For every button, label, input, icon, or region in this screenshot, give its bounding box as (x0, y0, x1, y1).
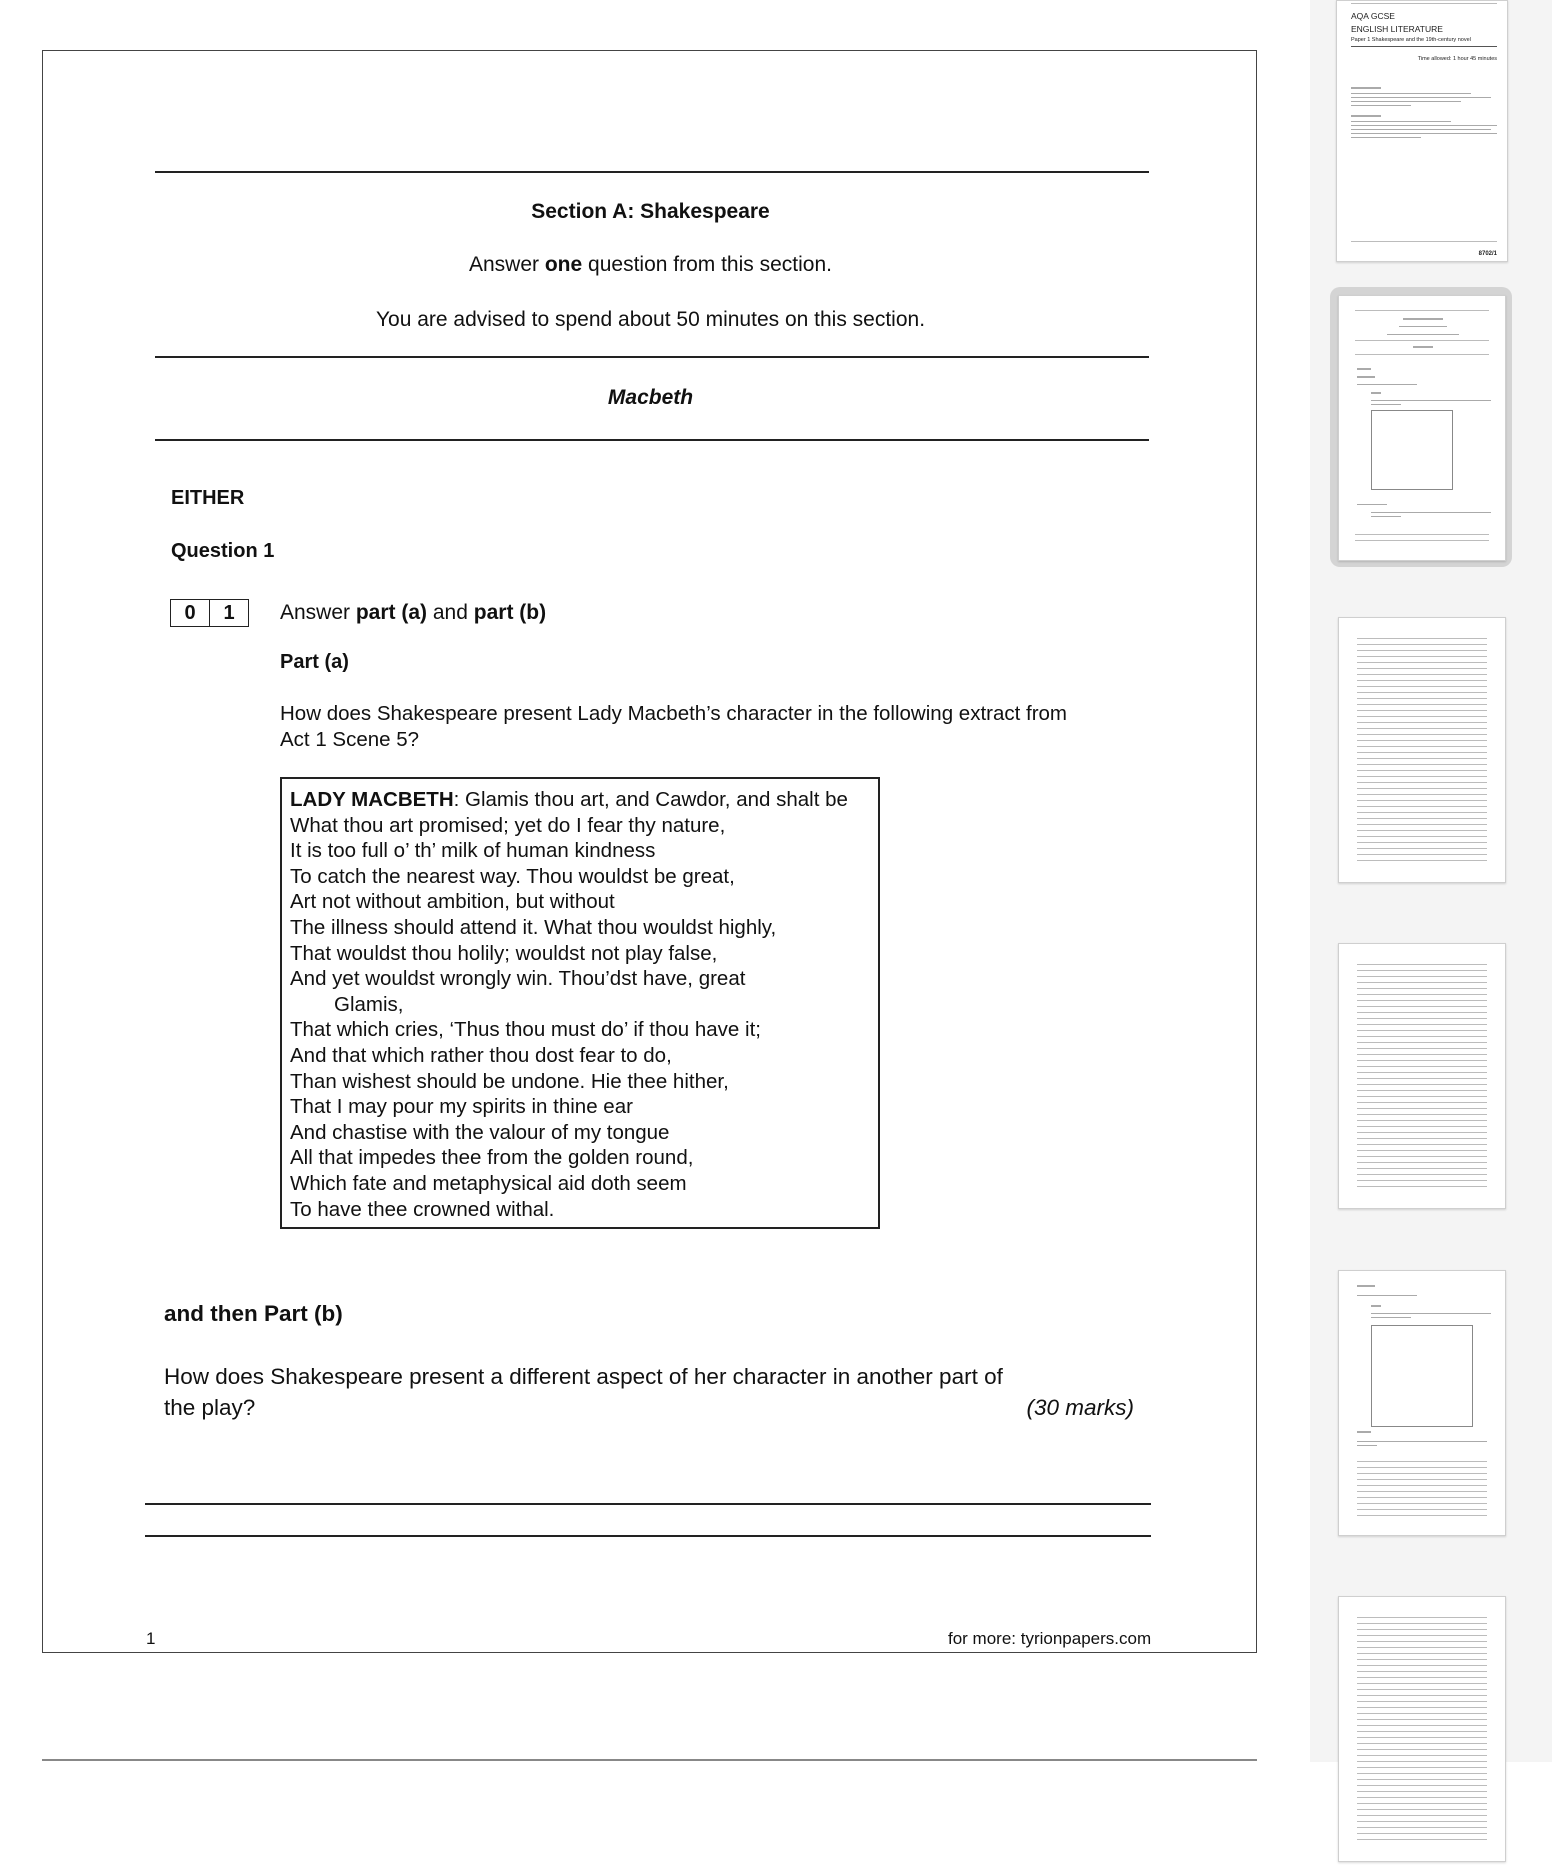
thumb-ruled-line (1357, 1150, 1487, 1151)
thumb-ruled-line (1357, 1168, 1487, 1169)
thumb-ruled-line (1357, 1108, 1487, 1109)
thumb-ruled-line (1357, 1156, 1487, 1157)
thumb-ruled-line (1357, 764, 1487, 765)
extract-line: That wouldst thou holily; wouldst not play false, (290, 941, 718, 965)
thumb-ruled-line (1357, 818, 1487, 819)
thumb-ruled-line (1357, 806, 1487, 807)
thumb-ruled-line (1357, 1821, 1487, 1822)
thumb-ruled-line (1357, 638, 1487, 639)
thumb-ruled-line (1357, 1012, 1487, 1013)
thumbnail-page (1338, 617, 1506, 883)
thumb-ruled-line (1357, 970, 1487, 971)
thumb-ruled-line (1357, 1060, 1487, 1061)
thumb-ruled-line (1357, 812, 1487, 813)
thumbnail-page (1338, 1270, 1506, 1536)
thumb-ruled-line (1357, 692, 1487, 693)
thumb-ruled-line (1357, 1731, 1487, 1732)
marks-label: (30 marks) (1026, 1395, 1134, 1420)
thumb-ruled-line (1357, 782, 1487, 783)
play-divider (155, 439, 1149, 441)
thumb-ruled-line (1357, 1497, 1487, 1498)
answer-line (145, 1535, 1151, 1537)
either-label: EITHER (171, 487, 245, 509)
thumb-ruled-line (1357, 1647, 1487, 1648)
thumb-ruled-line (1357, 1491, 1487, 1492)
thumb-ruled-line (1357, 776, 1487, 777)
thumb-ruled-line (1357, 1737, 1487, 1738)
thumb-ruled-line (1357, 1102, 1487, 1103)
part-b-intro: and then Part (b) (164, 1301, 343, 1326)
answer-line (145, 1503, 1151, 1505)
thumb-ruled-line (1357, 1671, 1487, 1672)
thumb-ruled-line (1357, 824, 1487, 825)
page-thumbnail-5[interactable] (1330, 1262, 1512, 1542)
thumb-ruled-line (1357, 758, 1487, 759)
page-thumbnail-2[interactable] (1330, 287, 1512, 567)
thumb-ruled-line (1357, 842, 1487, 843)
thumb-ruled-line (1357, 854, 1487, 855)
question-number-digit: 0 (184, 601, 196, 624)
thumb-ruled-line (1357, 1833, 1487, 1834)
thumb-ruled-line (1357, 830, 1487, 831)
section-title: Section A: Shakespeare (531, 200, 770, 223)
thumb-ruled-line (1357, 1036, 1487, 1037)
question-label: Question 1 (171, 540, 275, 562)
extract-line: To catch the nearest way. Thou wouldst be great, (290, 864, 735, 888)
thumb-ruled-line (1357, 770, 1487, 771)
thumb-ruled-line (1357, 1132, 1487, 1133)
thumb-ruled-line (1357, 1653, 1487, 1654)
page-thumbnail-1[interactable] (1330, 0, 1512, 268)
extract-line: The illness should attend it. What thou wouldst highly, (290, 915, 777, 939)
thumb-ruled-line (1357, 1809, 1487, 1810)
thumb-ruled-line (1357, 1629, 1487, 1630)
thumb-ruled-line (1357, 1000, 1487, 1001)
thumb-ruled-line (1357, 1791, 1487, 1792)
thumb-ruled-line (1357, 1114, 1487, 1115)
thumb-ruled-line (1357, 752, 1487, 753)
thumb-ruled-line (1357, 1120, 1487, 1121)
page-thumbnail-4[interactable] (1330, 935, 1512, 1215)
thumb-ruled-line (1357, 1138, 1487, 1139)
thumb-ruled-line (1357, 1479, 1487, 1480)
thumb-ruled-line (1357, 982, 1487, 983)
thumb-ruled-line (1357, 1503, 1487, 1504)
thumb-ruled-line (1357, 686, 1487, 687)
thumb-ruled-line (1357, 1066, 1487, 1067)
thumb-ruled-line (1357, 1048, 1487, 1049)
part-a-heading: Part (a) (280, 651, 349, 673)
thumbnail-page (1336, 0, 1508, 262)
thumb-ruled-line (1357, 836, 1487, 837)
thumb-ruled-line (1357, 1174, 1487, 1175)
thumb-extract-box (1371, 410, 1453, 490)
thumb-ruled-line (1357, 1683, 1487, 1684)
part-b-question: How does Shakespeare present a different aspect of her character in another part of the play? (30 marks) (164, 1361, 1134, 1423)
thumb-ruled-line (1357, 1461, 1487, 1462)
thumb-ruled-line (1357, 746, 1487, 747)
thumb-exam-board: AQA GCSE (1351, 11, 1395, 21)
extract-line: That I may pour my spirits in thine ear (290, 1095, 633, 1119)
document-page (42, 50, 1257, 1653)
extract-speaker: LADY MACBETH (290, 788, 454, 811)
thumbnail-page (1338, 1596, 1506, 1862)
thumbnail-page (1338, 943, 1506, 1209)
thumb-ruled-line (1357, 704, 1487, 705)
thumb-ruled-line (1357, 1743, 1487, 1744)
thumb-ruled-line (1357, 860, 1487, 861)
thumb-ruled-line (1357, 964, 1487, 965)
thumb-ruled-line (1357, 1767, 1487, 1768)
thumb-ruled-line (1357, 1665, 1487, 1666)
thumb-ruled-line (1357, 716, 1487, 717)
thumb-ruled-line (1357, 1024, 1487, 1025)
extract-line: Glamis, (334, 992, 404, 1016)
thumb-ruled-line (1357, 1030, 1487, 1031)
thumb-ruled-line (1357, 1659, 1487, 1660)
thumb-ruled-line (1357, 800, 1487, 801)
thumb-ruled-line (1357, 1090, 1487, 1091)
thumb-ruled-line (1357, 1839, 1487, 1840)
thumb-ruled-line (1357, 1623, 1487, 1624)
thumb-ruled-line (1357, 794, 1487, 795)
extract-box (280, 777, 880, 1229)
thumb-ruled-line (1357, 1755, 1487, 1756)
page-number: 1 (146, 1629, 156, 1648)
thumb-ruled-line (1357, 734, 1487, 735)
extract-line: All that impedes thee from the golden round, (290, 1146, 694, 1170)
thumb-ruled-line (1357, 1006, 1487, 1007)
thumb-ruled-line (1357, 674, 1487, 675)
extract-line: To have thee crowned withal. (290, 1197, 555, 1221)
thumb-ruled-line (1357, 1515, 1487, 1516)
extract-line: LADY MACBETH: Glamis thou art, and Cawdor, and shalt be (290, 788, 848, 811)
thumb-ruled-line (1357, 680, 1487, 681)
thumb-ruled-line (1357, 1785, 1487, 1786)
next-page-edge (42, 1759, 1257, 1761)
thumb-ruled-line (1357, 1725, 1487, 1726)
thumb-ruled-line (1357, 1749, 1487, 1750)
thumb-ruled-line (1357, 1485, 1487, 1486)
time-advice: You are advised to spend about 50 minutes on this section. (375, 308, 926, 331)
thumb-ruled-line (1357, 722, 1487, 723)
thumb-ruled-line (1357, 1815, 1487, 1816)
extract-line: And that which rather thou dost fear to do, (290, 1043, 672, 1067)
thumb-ruled-line (1357, 1779, 1487, 1780)
thumb-ruled-line (1357, 728, 1487, 729)
thumbnail-sidebar[interactable] (1310, 0, 1552, 1762)
thumb-ruled-line (1357, 1617, 1487, 1618)
thumb-ruled-line (1357, 1042, 1487, 1043)
extract-line: Which fate and metaphysical aid doth seem (290, 1171, 687, 1195)
thumb-ruled-line (1357, 988, 1487, 989)
extract-line: It is too full o’ th’ milk of human kindness (290, 839, 656, 863)
extract-line: That which cries, ‘Thus thou must do’ if thou have it; (290, 1018, 761, 1042)
thumb-ruled-line (1357, 1635, 1487, 1636)
thumb-ruled-line (1357, 1677, 1487, 1678)
thumb-ruled-line (1357, 1162, 1487, 1163)
thumb-ruled-line (1357, 1773, 1487, 1774)
thumb-ruled-line (1357, 1018, 1487, 1019)
thumb-subject: ENGLISH LITERATURE (1351, 24, 1443, 34)
thumb-ruled-line (1357, 848, 1487, 849)
thumb-ruled-line (1357, 788, 1487, 789)
section-divider (155, 356, 1149, 358)
extract-line: And yet wouldst wrongly win. Thou’dst have, great (290, 967, 746, 991)
thumb-ruled-line (1357, 1473, 1487, 1474)
thumb-ruled-line (1357, 656, 1487, 657)
thumb-ruled-line (1357, 1126, 1487, 1127)
thumb-ruled-line (1357, 1054, 1487, 1055)
question-number-digit: 1 (209, 600, 248, 626)
answer-instruction: Answer part (a) and part (b) (280, 601, 547, 624)
thumb-ruled-line (1357, 1072, 1487, 1073)
thumb-ruled-line (1357, 994, 1487, 995)
thumb-ruled-line (1357, 650, 1487, 651)
thumb-ruled-line (1357, 644, 1487, 645)
thumb-ruled-line (1357, 1707, 1487, 1708)
top-divider (155, 171, 1149, 173)
thumb-ruled-line (1357, 662, 1487, 663)
thumb-ruled-line (1357, 1180, 1487, 1181)
page-thumbnail-3[interactable] (1330, 609, 1512, 889)
page-thumbnail-6[interactable] (1330, 1588, 1512, 1868)
footer-link[interactable]: for more: tyrionpapers.com (948, 1629, 1152, 1648)
thumb-ruled-line (1357, 1096, 1487, 1097)
thumb-extract-box (1371, 1325, 1473, 1427)
thumb-ruled-line (1357, 1719, 1487, 1720)
thumb-ruled-line (1357, 1186, 1487, 1187)
question-number-box (170, 599, 249, 627)
thumbnail-page (1338, 295, 1506, 561)
thumb-ruled-line (1357, 1689, 1487, 1690)
thumb-ruled-line (1357, 740, 1487, 741)
thumb-ruled-line (1357, 1827, 1487, 1828)
thumb-ruled-line (1357, 1797, 1487, 1798)
thumb-time: Time allowed: 1 hour 45 minutes (1417, 56, 1497, 62)
thumb-ruled-line (1357, 1803, 1487, 1804)
thumb-ruled-line (1357, 668, 1487, 669)
thumb-ruled-line (1357, 698, 1487, 699)
extract-line: And chastise with the valour of my tongue (290, 1120, 670, 1144)
thumb-ruled-line (1357, 1641, 1487, 1642)
thumb-ruled-line (1357, 710, 1487, 711)
thumb-ruled-line (1357, 1467, 1487, 1468)
thumb-code: 8702/1 (1478, 251, 1497, 257)
thumb-ruled-line (1357, 976, 1487, 977)
part-a-question: How does Shakespeare present Lady Macbeth’s character in the following extract from Act 1 Scene 5? (280, 702, 1068, 751)
instruction-text: Answer one question from this section. (469, 253, 832, 276)
extract-line: What thou art promised; yet do I fear thy nature, (290, 813, 726, 837)
play-title: Macbeth (607, 386, 694, 409)
thumb-ruled-line (1357, 1144, 1487, 1145)
thumb-ruled-line (1357, 1713, 1487, 1714)
extract-line: Art not without ambition, but without (290, 890, 615, 914)
thumb-ruled-line (1357, 1084, 1487, 1085)
thumb-ruled-line (1357, 1695, 1487, 1696)
extract-line: Than wishest should be undone. Hie thee hither, (290, 1069, 729, 1093)
thumb-ruled-line (1357, 1509, 1487, 1510)
thumb-paper: Paper 1 Shakespeare and the 19th-century novel (1351, 37, 1471, 43)
thumb-ruled-line (1357, 1078, 1487, 1079)
thumb-ruled-line (1357, 1701, 1487, 1702)
